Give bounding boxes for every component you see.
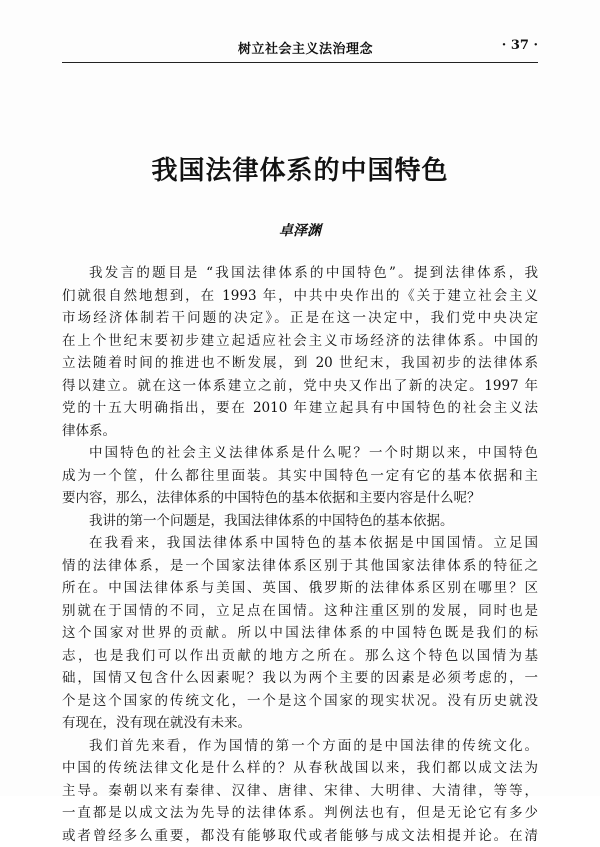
text-line: 我发言的题目是 “我国法律体系的中国特色”。提到法律体系，我 (62, 262, 538, 285)
text-line: 在我看来，我国法律体系中国特色的基本依据是中国国情。立足国 (62, 532, 538, 555)
text-line: 一直都是以成文法为先导的法律体系。判例法也有，但是无论它有多少 (62, 802, 538, 825)
text-line: 在上个世纪末要初步建立起适应社会主义市场经济的法律体系。中国的 (62, 330, 538, 353)
text-line: 主导。秦朝以来有秦律、汉律、唐律、宋律、大明律、大清律，等等， (62, 780, 538, 803)
text-line: 得以建立。就在这一体系建立之前，党中央又作出了新的决定。1997 年 (62, 375, 538, 398)
text-line: 成为一个筐，什么都往里面装。其实中国特色一定有它的基本依据和主 (62, 465, 538, 488)
text-line: 中国特色的社会主义法律体系是什么呢？一个时期以来，中国特色 (62, 442, 538, 465)
text-line: 有现在，没有现在就没有未来。 (62, 712, 538, 735)
text-line: 我讲的第一个问题是，我国法律体系的中国特色的基本依据。 (62, 510, 538, 533)
article-title: 我国法律体系的中国特色 (0, 150, 600, 187)
text-line: 中国的传统法律文化是什么样的？从春秋战国以来，我们都以成文法为 (62, 757, 538, 780)
text-line: 们就很自然地想到，在 1993 年，中共中央作出的《关于建立社会主义 (62, 285, 538, 308)
text-line: 党的十五大明确指出，要在 2010 年建立起具有中国特色的社会主义法 (62, 397, 538, 420)
running-title: 树立社会主义法治理念 (238, 38, 373, 57)
page-number: · 37 · (502, 38, 538, 53)
text-line: 志，也是我们可以作出贡献的地方之所在。那么这个特色以国情为基 (62, 645, 538, 668)
text-line: 或者曾经多么重要，都没有能够取代或者能够与成文法相提并论。在清 (62, 825, 538, 847)
text-line: 情的法律体系，是一个国家法律体系区别于其他国家法律体系的特征之 (62, 555, 538, 578)
article-author: 卓泽渊 (0, 220, 600, 240)
text-line: 所在。中国法律体系与美国、英国、俄罗斯的法律体系区别在哪里？区 (62, 577, 538, 600)
text-line: 个是这个国家的传统文化，一个是这个国家的现实状况。没有历史就没 (62, 690, 538, 713)
article-body (62, 262, 538, 847)
text-line: 这个国家对世界的贡献。所以中国法律体系的中国特色既是我们的标 (62, 622, 538, 645)
running-header (60, 38, 538, 62)
text-line: 市场经济体制若干问题的决定》。正是在这一决定中，我们党中央决定 (62, 307, 538, 330)
text-line: 别就在于国情的不同，立足点在国情。这种注重区别的发展，同时也是 (62, 600, 538, 623)
header-rule (62, 62, 538, 63)
text-line: 我们首先来看，作为国情的第一个方面的是中国法律的传统文化。 (62, 735, 538, 758)
text-line: 要内容，那么，法律体系的中国特色的基本依据和主要内容是什么呢？ (62, 487, 538, 510)
text-line: 立法随着时间的推进也不断发展，到 20 世纪末，我国初步的法律体系 (62, 352, 538, 375)
text-line: 律体系。 (62, 420, 538, 443)
text-line: 础，国情又包含什么因素呢？我以为两个主要的因素是必须考虑的，一 (62, 667, 538, 690)
